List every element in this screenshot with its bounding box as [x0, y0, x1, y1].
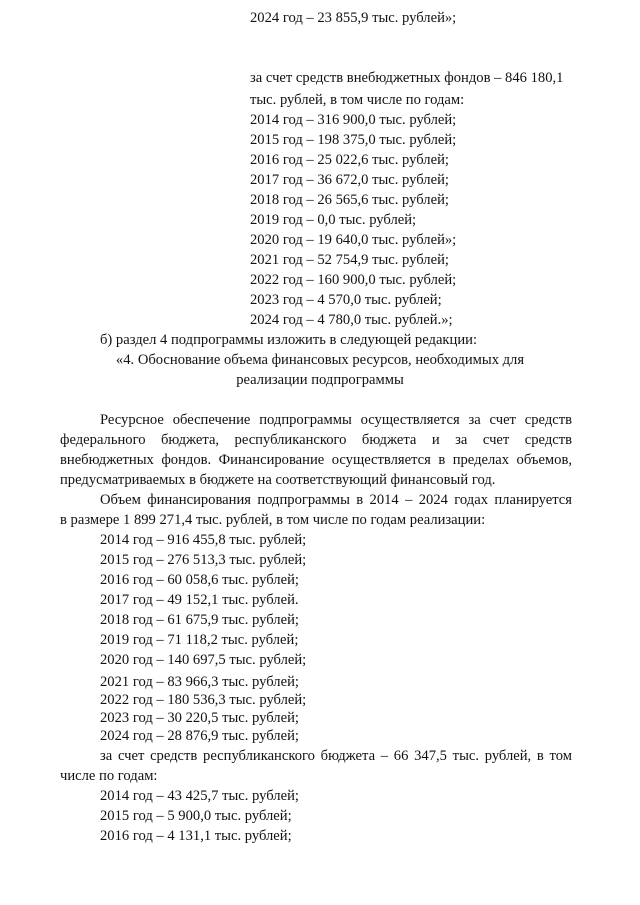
year-line: 2019 год – 71 118,2 тыс. рублей; [100, 632, 299, 648]
paragraph-line: Ресурсное обеспечение подпрограммы осуществляется за счет средств [100, 412, 572, 428]
year-line: 2016 год – 4 131,1 тыс. рублей; [100, 828, 292, 844]
funding-line: 2014 год – 316 900,0 тыс. рублей; [250, 112, 457, 128]
paragraph-line: внебюджетных фондов. Финансирование осуществляется в пределах объемов, [60, 452, 572, 468]
funding-line: 2017 год – 36 672,0 тыс. рублей; [250, 172, 449, 188]
funding-line: 2021 год – 52 754,9 тыс. рублей; [250, 252, 449, 268]
section-heading: реализации подпрограммы [236, 372, 404, 388]
paragraph-line: федерального бюджета, республиканского бюджета и за счет средств [60, 432, 572, 448]
funding-line: 2022 год – 160 900,0 тыс. рублей; [250, 272, 457, 288]
paragraph-line: в размере 1 899 271,4 тыс. рублей, в том числе по годам реализации: [60, 512, 486, 528]
year-line: 2015 год – 5 900,0 тыс. рублей; [100, 808, 292, 824]
year-line: 2022 год – 180 536,3 тыс. рублей; [100, 692, 307, 708]
funding-line: 2023 год – 4 570,0 тыс. рублей; [250, 292, 442, 308]
paragraph-line: за счет средств республиканского бюджета – 66 347,5 тыс. рублей, в том [100, 748, 572, 764]
year-line: 2024 год – 28 876,9 тыс. рублей; [100, 728, 299, 744]
section-heading: «4. Обоснование объема финансовых ресурсов, необходимых для [115, 352, 525, 368]
funding-line: тыс. рублей, в том числе по годам: [250, 92, 465, 108]
year-line: 2020 год – 140 697,5 тыс. рублей; [100, 652, 307, 668]
year-line: 2018 год – 61 675,9 тыс. рублей; [100, 612, 299, 628]
instruction-line: б) раздел 4 подпрограммы изложить в следующей редакции: [100, 332, 477, 348]
year-line: 2023 год – 30 220,5 тыс. рублей; [100, 710, 299, 726]
year-line: 2014 год – 916 455,8 тыс. рублей; [100, 532, 307, 548]
year-line: 2016 год – 60 058,6 тыс. рублей; [100, 572, 299, 588]
year-line: 2014 год – 43 425,7 тыс. рублей; [100, 788, 299, 804]
paragraph-line: предусматриваемых в бюджете на соответствующий финансовый год. [60, 472, 496, 488]
year-line: 2015 год – 276 513,3 тыс. рублей; [100, 552, 307, 568]
funding-line: 2024 год – 23 855,9 тыс. рублей»; [250, 10, 457, 26]
funding-line: за счет средств внебюджетных фондов – 846 180,1 [250, 70, 564, 86]
funding-line: 2020 год – 19 640,0 тыс. рублей»; [250, 232, 457, 248]
funding-line: 2019 год – 0,0 тыс. рублей; [250, 212, 417, 228]
paragraph-line: числе по годам: [60, 768, 158, 784]
funding-line: 2024 год – 4 780,0 тыс. рублей.»; [250, 312, 453, 328]
year-line: 2021 год – 83 966,3 тыс. рублей; [100, 674, 299, 690]
funding-line: 2016 год – 25 022,6 тыс. рублей; [250, 152, 449, 168]
funding-line: 2015 год – 198 375,0 тыс. рублей; [250, 132, 457, 148]
funding-line: 2018 год – 26 565,6 тыс. рублей; [250, 192, 449, 208]
year-line: 2017 год – 49 152,1 тыс. рублей. [100, 592, 299, 608]
paragraph-line: Объем финансирования подпрограммы в 2014 – 2024 годах планируется [100, 492, 572, 508]
